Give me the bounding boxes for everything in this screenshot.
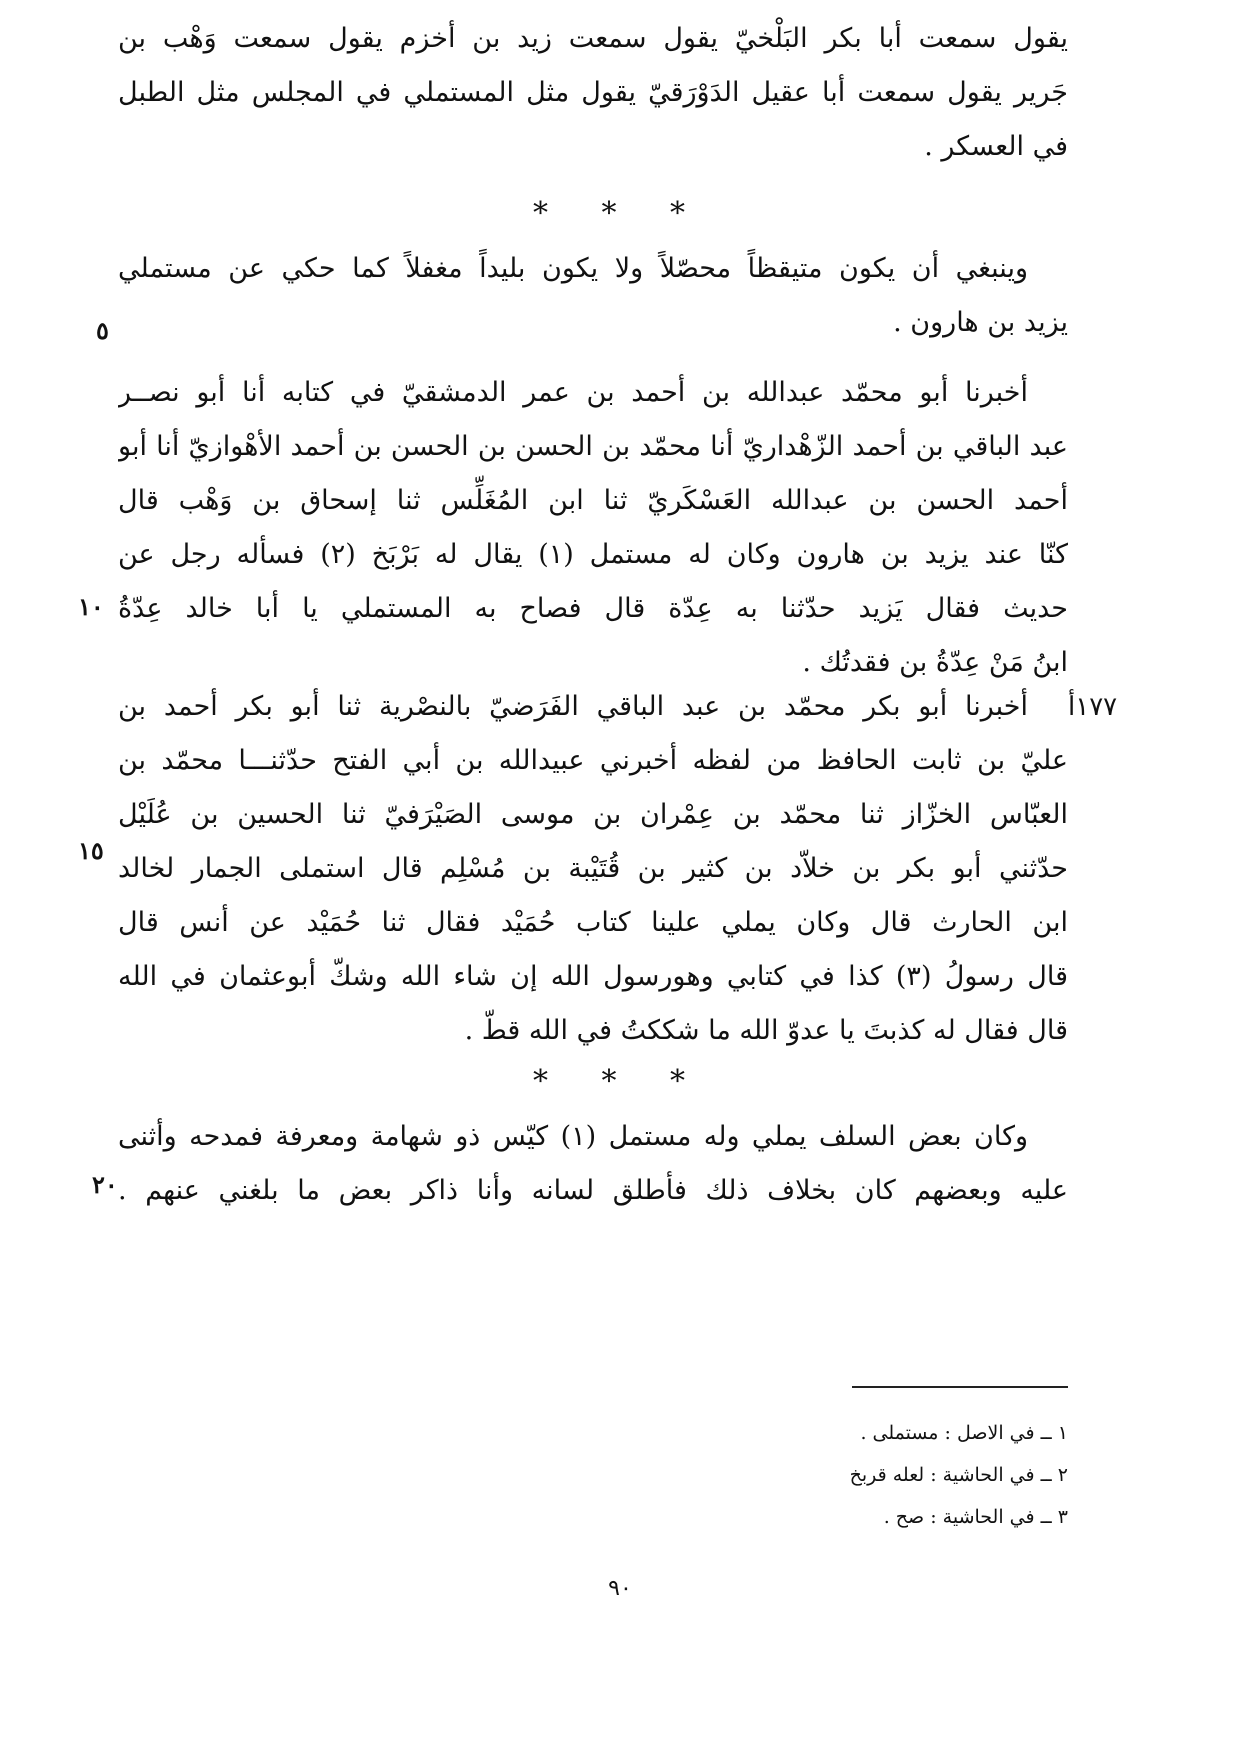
paragraph-4-line-6: قال رسولُ (٣) كذا في كتابي وهورسول الله إن شاء الله وشكّ أبوعثمان في الله: [118, 961, 1068, 992]
paragraph-1-line-3: في العسكر .: [924, 131, 1068, 162]
line-number-5: ٥: [96, 316, 109, 345]
paragraph-2: [118, 242, 1068, 350]
paragraph-4: [118, 680, 1068, 1058]
paragraph-1: [118, 12, 1068, 174]
paragraph-4-line-7: قال فقال له كذبتَ يا عدوّ الله ما شككتُ في الله قطّ .: [464, 1015, 1068, 1046]
paragraph-4-line-2: عليّ بن ثابت الحافظ من لفظه أخبرني عبيدالله بن أبي الفتح حدّثنـــا محمّد بن: [118, 745, 1068, 776]
footnote-3: ٣ ــ في الحاشية : صح .: [883, 1506, 1068, 1528]
paragraph-3-line-5: حديث فقال يَزيد حدّثنا به عِدّة قال فصاح به المستملي يا أبا خالد عِدّةُ: [118, 593, 1068, 624]
paragraph-3-line-2: عبد الباقي بن أحمد الزّهْداريّ أنا محمّد بن الحسن بن الحسن بن أحمد الأهْوازيّ أنا أبو: [118, 431, 1068, 462]
paragraph-5: [118, 1110, 1068, 1218]
paragraph-4-line-1: أخبرنا أبو بكر محمّد بن عبد الباقي الفَرَضيّ بالنصْرية ثنا أبو بكر أحمد بن: [118, 691, 1028, 722]
folio-marker: ١٧٧أ: [1068, 692, 1118, 722]
paragraph-2-line-1: وينبغي أن يكون متيقظاً محصّلاً ولا يكون بليداً مغفلاً كما حكي عن مستملي: [118, 253, 1028, 284]
paragraph-3-line-1: أخبرنا أبو محمّد عبدالله بن أحمد بن عمر الدمشقيّ في كتابه أنا أبو نصــر: [118, 377, 1028, 408]
paragraph-5-line-2: عليه وبعضهم كان بخلاف ذلك فأطلق لسانه وأنا ذاكر بعض ما بلغني عنهم .: [118, 1175, 1068, 1206]
paragraph-4-line-5: ابن الحارث قال وكان يملي علينا كتاب حُمَيْد فقال ثنا حُمَيْد عن أنس قال: [118, 907, 1068, 938]
footnote-2: ٢ ــ في الحاشية : لعله قربخ: [849, 1464, 1068, 1486]
page-number: ٩٠: [608, 1576, 632, 1601]
paragraph-3-line-4: كنّا عند يزيد بن هارون وكان له مستمل (١) يقال له بَرْبَخ (٢) فسأله رجل عن: [118, 539, 1068, 570]
footnote-1: ١ ــ في الاصل : مستملى .: [860, 1422, 1068, 1444]
line-number-20: ٢٠: [92, 1170, 118, 1199]
paragraph-4-line-4: حدّثني أبو بكر بن خلاّد بن كثير بن قُتَيْبة بن مُسْلِم قال استملى الجمار لخالد: [118, 853, 1068, 884]
paragraph-2-line-2: يزيد بن هارون .: [893, 307, 1068, 338]
section-separator-1: * * *: [532, 196, 708, 231]
paragraph-3: [118, 366, 1068, 690]
line-number-15: ١٥: [78, 836, 104, 865]
paragraph-1-line-2: جَرير يقول سمعت أبا عقيل الدَوْرَقيّ يقول مثل المستملي في المجلس مثل الطبل: [118, 77, 1068, 108]
paragraph-3-line-6: ابنُ مَنْ عِدّةُ بن فقدتُك .: [802, 647, 1068, 678]
paragraph-4-line-3: العبّاس الخزّاز ثنا محمّد بن عِمْران بن موسى الصَيْرَفيّ ثنا الحسين بن عُلَيْل: [118, 799, 1068, 830]
line-number-10: ١٠: [78, 592, 104, 621]
footnotes: [600, 1412, 1068, 1538]
paragraph-3-line-3: أحمد الحسن بن عبدالله العَسْكَريّ ثنا ابن المُغَلِّس ثنا إسحاق بن وَهْب قال: [118, 485, 1068, 516]
footnote-divider: [852, 1386, 1068, 1388]
section-separator-2: * * *: [532, 1064, 708, 1099]
paragraph-5-line-1: وكان بعض السلف يملي وله مستمل (١) كيّس ذو شهامة ومعرفة فمدحه وأثنى: [118, 1121, 1028, 1152]
paragraph-1-line-1: يقول سمعت أبا بكر البَلْخيّ يقول سمعت زيد بن أخزم يقول سمعت وَهْب بن: [118, 23, 1068, 54]
